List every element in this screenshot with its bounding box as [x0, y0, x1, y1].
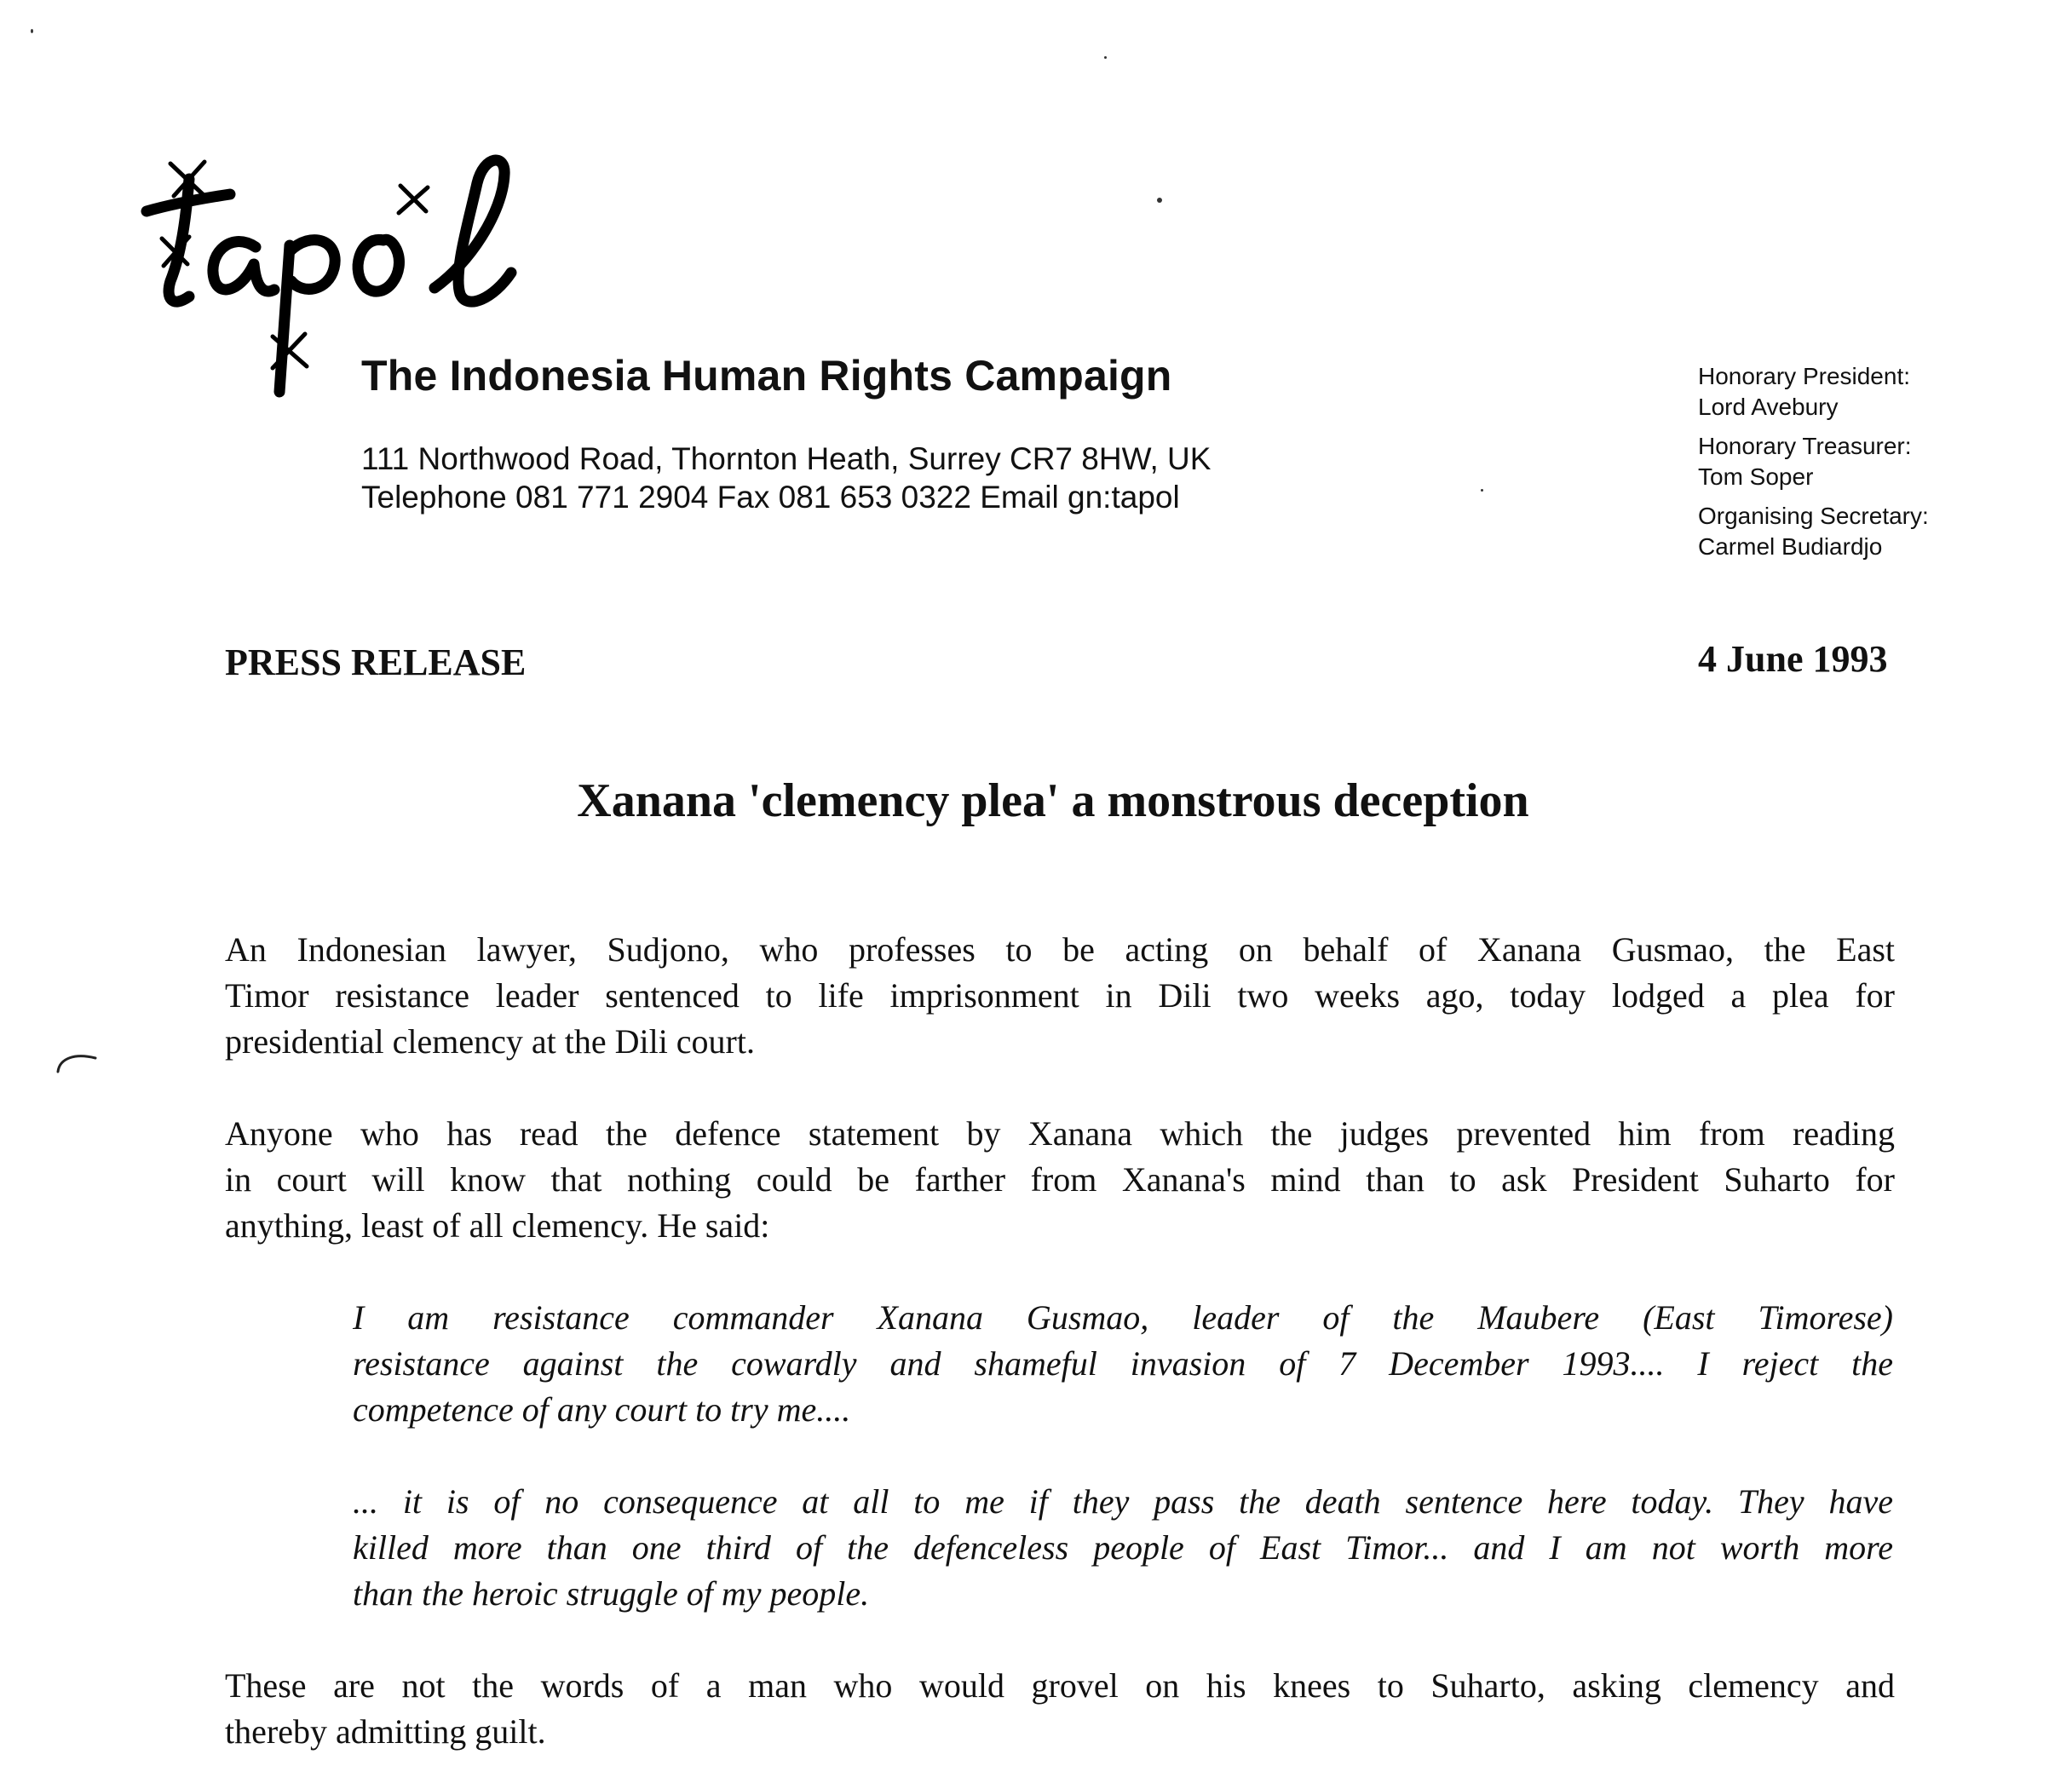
block-quote-2 [353, 1479, 1893, 1617]
officer-role: Organising Secretary: [1698, 503, 1929, 529]
scan-speck [1481, 489, 1483, 492]
scan-speck [1157, 198, 1162, 203]
text-line: These are not the words of a man who would grovel on his knees to Suharto, asking clemency and [225, 1666, 1895, 1705]
quote-line: killed more than one third of the defenceless people of East Timor... and I am not worth more [353, 1528, 1893, 1567]
quote-line: competence of any court to try me.... [353, 1390, 851, 1429]
officers-list [1698, 361, 1929, 571]
officer-role: Honorary Treasurer: [1698, 433, 1912, 459]
text-line: Anyone who has read the defence statement by Xanana which the judges prevented him from reading [225, 1114, 1895, 1153]
officer-organising-secretary [1698, 501, 1929, 562]
quote-line: I am resistance commander Xanana Gusmao, leader of the Maubere (East Timorese) [353, 1298, 1893, 1337]
text-line: presidential clemency at the Dili court. [225, 1022, 755, 1061]
paragraph-3 [225, 1663, 1895, 1755]
text-line: An Indonesian lawyer, Sudjono, who professes to be acting on behalf of Xanana Gusmao, the East [225, 930, 1895, 969]
quote-line: resistance against the cowardly and shameful invasion of 7 December 1993.... I reject the [353, 1344, 1893, 1383]
officer-name: Carmel Budiardjo [1698, 533, 1883, 560]
margin-mark [51, 1046, 102, 1080]
scan-speck [31, 29, 33, 33]
paragraph-1 [225, 927, 1895, 1065]
text-line: Timor resistance leader sentenced to life imprisonment in Dili two weeks ago, today lodged a plea for [225, 976, 1895, 1015]
headline: Xanana 'clemency plea' a monstrous deception [577, 774, 1529, 827]
organization-name: The Indonesia Human Rights Campaign [361, 352, 1172, 400]
address-line: 111 Northwood Road, Thornton Heath, Surrey CR7 8HW, UK [361, 441, 1212, 476]
quote-line: ... it is of no consequence at all to me if they pass the death sentence here today. They have [353, 1482, 1893, 1521]
text-line: in court will know that nothing could be farther from Xanana's mind than to ask President Suharto for [225, 1160, 1895, 1199]
text-line: thereby admitting guilt. [225, 1712, 546, 1751]
paragraph-2 [225, 1111, 1895, 1249]
block-quote-1 [353, 1295, 1893, 1433]
officer-name: Tom Soper [1698, 463, 1814, 490]
release-date: 4 June 1993 [1698, 638, 1888, 680]
text-line: anything, least of all clemency. He said: [225, 1206, 770, 1245]
contact-line: Telephone 081 771 2904 Fax 081 653 0322 Email gn:tapol [361, 480, 1180, 515]
officer-role: Honorary President: [1698, 363, 1911, 389]
officer-honorary-president [1698, 361, 1929, 423]
scan-speck [1104, 56, 1107, 59]
officer-honorary-treasurer [1698, 431, 1929, 492]
press-release-label: PRESS RELEASE [225, 641, 527, 683]
officer-name: Lord Avebury [1698, 394, 1839, 420]
quote-line: than the heroic struggle of my people. [353, 1574, 870, 1613]
